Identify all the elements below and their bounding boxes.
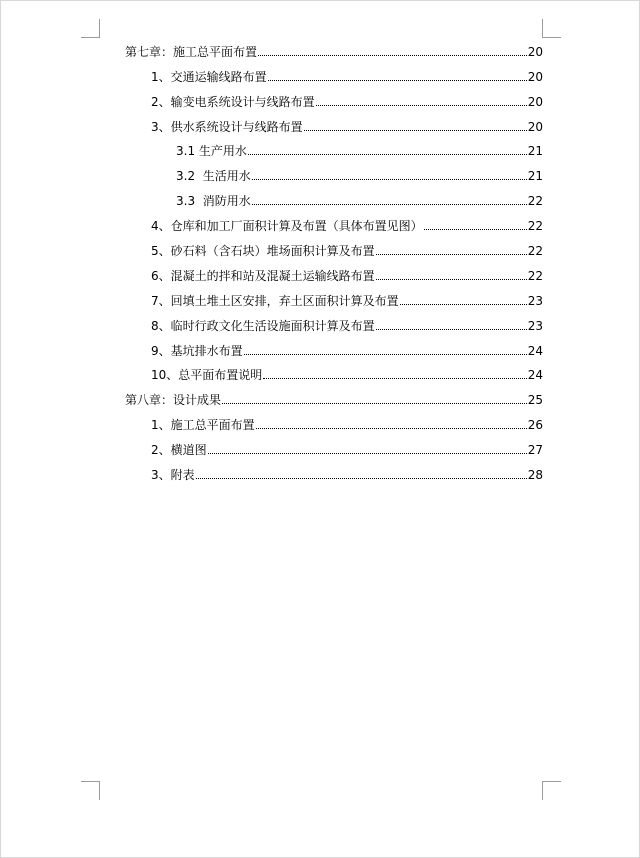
toc-entry-page: 24	[527, 368, 543, 383]
toc-entry-title: 1、施工总平面布置	[151, 418, 255, 433]
margin-corner-mark	[81, 19, 100, 38]
toc-entry[interactable]	[125, 186, 543, 211]
toc-entry-page: 20	[527, 44, 543, 59]
toc-entry-page: 25	[527, 393, 543, 408]
toc-entry-page: 26	[527, 418, 543, 433]
toc-entry-page: 27	[527, 443, 543, 458]
toc-entry-page: 23	[527, 318, 543, 333]
toc-entry[interactable]	[125, 460, 543, 485]
toc-entry-title: 第七章：施工总平面布置	[125, 44, 258, 59]
dot-leader	[248, 154, 527, 155]
toc-entry-page: 20	[527, 94, 543, 109]
toc-entry[interactable]	[125, 236, 543, 261]
dot-leader	[400, 304, 527, 305]
toc-entry-title: 3.2 生活用水	[176, 169, 251, 184]
margin-corner-mark	[81, 781, 100, 800]
toc-entry-page: 20	[527, 69, 543, 84]
dot-leader	[222, 403, 527, 404]
toc-entry-page: 22	[527, 244, 543, 259]
toc-entry-title: 3、供水系统设计与线路布置	[151, 119, 303, 134]
toc-entry-title: 3.3 消防用水	[176, 194, 251, 209]
toc-entry[interactable]	[125, 87, 543, 112]
toc-entry-title: 2、横道图	[151, 443, 207, 458]
dot-leader	[252, 179, 527, 180]
margin-corner-mark	[542, 19, 561, 38]
dot-leader	[263, 378, 526, 379]
toc-entry-page: 28	[527, 468, 543, 483]
toc-entry[interactable]	[125, 286, 543, 311]
toc-entry-page: 21	[527, 169, 543, 184]
toc-entry[interactable]	[125, 336, 543, 361]
toc-entry[interactable]	[125, 161, 543, 186]
dot-leader	[256, 428, 527, 429]
dot-leader	[376, 254, 527, 255]
toc-entry-page: 22	[527, 268, 543, 283]
toc-entry-title: 10、总平面布置说明	[151, 368, 263, 383]
toc-entry[interactable]	[125, 311, 543, 336]
dot-leader	[316, 105, 527, 106]
toc-entry-title: 1、交通运输线路布置	[151, 69, 267, 84]
dot-leader	[196, 478, 527, 479]
dot-leader	[304, 130, 527, 131]
toc-entry-page: 22	[527, 219, 543, 234]
dot-leader	[268, 80, 527, 81]
toc-entry[interactable]	[125, 361, 543, 386]
dot-leader	[376, 329, 527, 330]
toc-entry-title: 3、附表	[151, 468, 195, 483]
dot-leader	[376, 279, 527, 280]
toc-entry-page: 21	[527, 144, 543, 159]
dot-leader	[244, 354, 527, 355]
toc-entry-title: 9、基坑排水布置	[151, 343, 243, 358]
toc-entry-page: 22	[527, 194, 543, 209]
margin-corner-mark	[542, 781, 561, 800]
toc-entry-title: 8、临时行政文化生活设施面积计算及布置	[151, 318, 375, 333]
dot-leader	[208, 453, 527, 454]
toc-entry-title: 3.1 生产用水	[176, 144, 247, 159]
dot-leader	[252, 204, 527, 205]
toc-entry-page: 24	[527, 343, 543, 358]
toc-entry-page: 23	[527, 293, 543, 308]
toc-entry-chapter-8[interactable]	[125, 385, 543, 410]
toc-entry[interactable]	[125, 62, 543, 87]
toc-entry-title: 6、混凝土的拌和站及混凝土运输线路布置	[151, 268, 375, 283]
toc-entry-page: 20	[527, 119, 543, 134]
table-of-contents	[125, 37, 543, 485]
toc-entry[interactable]	[125, 410, 543, 435]
toc-entry-title: 5、砂石料（含石块）堆场面积计算及布置	[151, 244, 375, 259]
toc-entry-title: 第八章：设计成果	[125, 393, 222, 408]
toc-entry[interactable]	[125, 137, 543, 162]
toc-entry-title: 4、仓库和加工厂面积计算及布置（具体布置见图）	[151, 219, 423, 234]
toc-entry[interactable]	[125, 435, 543, 460]
toc-entry-title: 2、输变电系统设计与线路布置	[151, 94, 315, 109]
dot-leader	[424, 229, 527, 230]
toc-entry[interactable]	[125, 211, 543, 236]
dot-leader	[258, 55, 527, 56]
toc-entry[interactable]	[125, 112, 543, 137]
toc-entry[interactable]	[125, 261, 543, 286]
toc-entry-chapter-7[interactable]	[125, 37, 543, 62]
toc-entry-title: 7、回填土堆土区安排，弃土区面积计算及布置	[151, 293, 399, 308]
